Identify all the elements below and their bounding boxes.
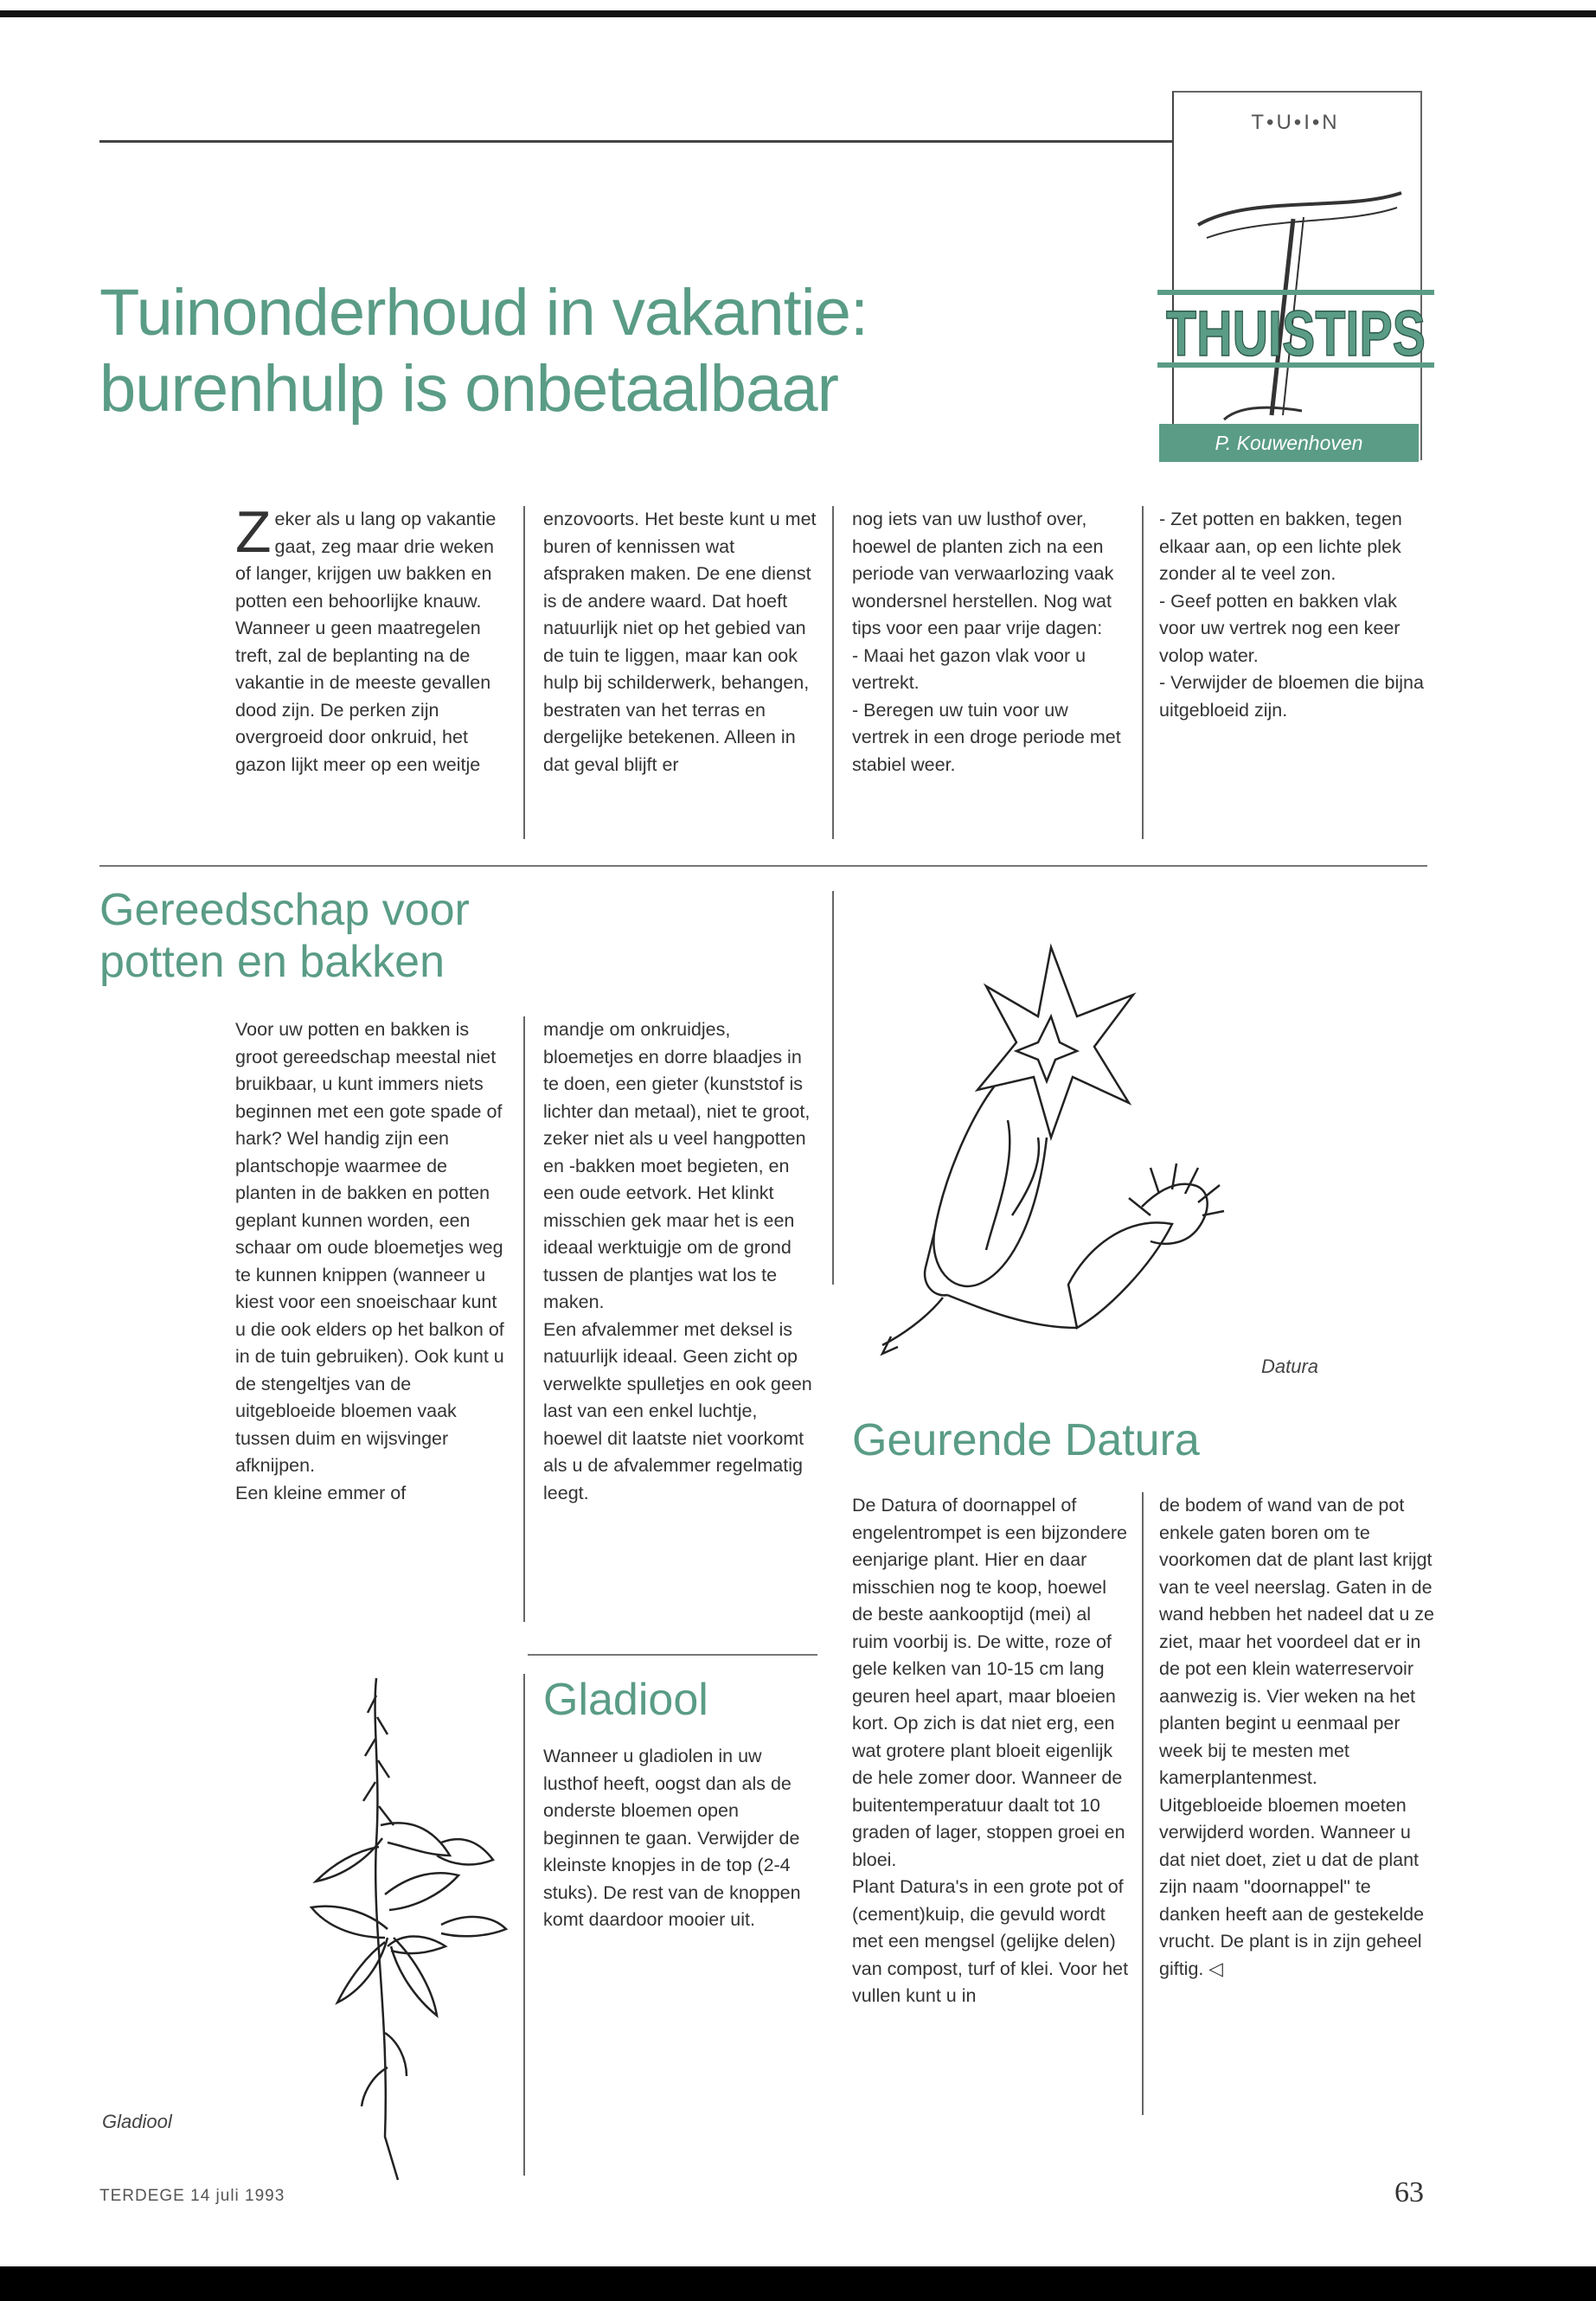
gladiool-text: Wanneer u gladiolen in uw lusthof heeft, oogst dan als de onderste bloemen open beginnen te gaan. Verwijder de kleinste knopjes in de top (2-4 stuks). De rest van de knoppen komt daardoor mooier uit. bbox=[543, 1746, 801, 1930]
column-divider bbox=[1142, 506, 1144, 839]
column-divider bbox=[523, 1674, 525, 2176]
drop-cap: Z bbox=[235, 499, 272, 565]
datura-text-1b: Plant Datura's in een grote pot of (cement)kuip, die gevuld wordt met een mengsel (gelijke delen) van compost, turf of klei. Voor het vullen kunt u in bbox=[852, 1876, 1129, 2006]
intro-column-3 bbox=[852, 506, 1129, 779]
datura-text-1a: De Datura of doornappel of engelentrompet is een bijzondere eenjarige plant. Hier en daar misschien nog te koop, hoewel de beste aankooptijd (mei) al ruim voorbij is. De witte, roze of gele kelken van 10-15 cm lang geuren heel apart, maar bloeien kort. Op zich is dat niet erg, een wat grotere plant bloeit eigenlijk de hele zomer door. Wanneer de buitentemperatuur daalt tot 10 graden of lager, stoppen groei en bloei. bbox=[852, 1495, 1127, 1870]
tip-water: - Beregen uw tuin voor uw vertrek in een droge periode met stabiel weer. bbox=[852, 699, 1121, 775]
gereedschap-text-2a: mandje om onkruidjes, bloemetjes en dorre blaadjes in te doen, een gieter (kunststof is lichter dan metaal), niet te groot, zeker niet als u veel hangpotten en -bakken moet begieten, en een oude eetvork. Het klinkt misschien gek maar het is een ideaal werktuigje om de grond tussen de plantjes wat los te maken. bbox=[543, 1019, 811, 1312]
column-divider bbox=[523, 1016, 525, 1622]
section-divider bbox=[99, 865, 1427, 867]
gladiool-rule bbox=[528, 1654, 817, 1656]
gereedschap-heading-line-1: Gereedschap voor bbox=[99, 885, 470, 935]
datura-illustration bbox=[865, 904, 1315, 1388]
bottom-border bbox=[0, 2266, 1596, 2301]
gereedschap-column-2 bbox=[543, 1016, 818, 1507]
gereedschap-text-1b: Een kleine emmer of bbox=[235, 1482, 407, 1503]
gladiool-illustration bbox=[285, 1670, 519, 2189]
datura-column-2 bbox=[1159, 1492, 1436, 1983]
thuistips-wordmark bbox=[1157, 290, 1434, 369]
tip-place: - Zet potten en bakken, tegen elkaar aan, op een lichte plek zonder al te veel zon. bbox=[1159, 509, 1402, 584]
intro-text-2: enzovoorts. Het beste kunt u met buren of kennissen wat afspraken maken. De ene dienst is de andere waard. Dat hoeft natuurlijk niet op het gebied van de tuin te liggen, maar kan ook hulp bij schilderwerk, behangen, bestraten van het terras en dergelijke betekenen. Alleen in dat geval blijft er bbox=[543, 509, 817, 775]
gladiool-caption: Gladiool bbox=[102, 2111, 172, 2132]
datura-text-2a: de bodem of wand van de pot enkele gaten boren om te voorkomen dat de plant last krijgt van te veel neerslag. Gaten in de wand hebben het nadeel dat u ze ziet, maar het voordeel dat er in de pot een klein waterreservoir aanwezig is. Vier weken na het planten begint u eenmaal per week bij te mesten met kamerplantenmest. bbox=[1159, 1495, 1434, 1788]
gereedschap-text-1: Voor uw potten en bakken is groot gereedschap meestal niet bruikbaar, u kunt immers niets beginnen met een gote spade of hark? Wel handig zijn een plantschopje waarmee de planten in de bakken en potten geplant kunnen worden, een schaar om oude bloemetjes weg te kunnen knippen (wanneer u kiest voor een snoeischaar kunt u die ook elders op het balkon of in de tuin gebruiken). Ook kunt u de stengeltjes van de uitgebloeide bloemen vaak tussen duim en wijsvinger afknijpen. bbox=[235, 1019, 504, 1476]
title-line-2: burenhulp is onbetaalbaar bbox=[99, 352, 838, 426]
article-title bbox=[99, 275, 1094, 427]
tip-mow: - Maai het gazon vlak voor u vertrekt. bbox=[852, 644, 1086, 693]
page-number: 63 bbox=[1394, 2176, 1424, 2208]
gladiool-column bbox=[543, 1743, 818, 1934]
author-badge: P. Kouwenhoven bbox=[1159, 424, 1419, 462]
datura-column-1 bbox=[852, 1492, 1129, 2010]
datura-caption: Datura bbox=[1261, 1356, 1319, 1377]
datura-text-2b bbox=[1159, 1792, 1436, 1984]
tip-soak: - Geef potten en bakken vlak voor uw vertrek nog een keer volop water. bbox=[1159, 590, 1401, 666]
gereedschap-heading-line-2: potten en bakken bbox=[99, 937, 445, 987]
gladiool-heading: Gladiool bbox=[543, 1675, 708, 1725]
column-divider bbox=[832, 506, 834, 839]
logo-tuin-label: T•U•I•N bbox=[1251, 111, 1340, 134]
intro-column-2 bbox=[543, 506, 818, 779]
intro-text-1: eker als u lang op vakantie gaat, zeg maar drie weken of langer, krijgen uw bakken en potten een behoorlijke knauw. Wanneer u geen maatregelen treft, zal de beplanting na de vakantie in de meeste gevallen dood zijn. De perken zijn overgroeid door onkruid, het gazon lijkt meer op een weitje bbox=[235, 509, 497, 775]
intro-text-3a: nog iets van uw lusthof over, hoewel de planten zich na een periode van verwaarlozing vaak wondersnel herstellen. Nog wat tips voor een paar vrije dagen: bbox=[852, 509, 1114, 638]
tip-deadhead: - Verwijder de bloemen die bijna uitgebloeid zijn. bbox=[1159, 672, 1424, 721]
end-mark-icon: ◁ bbox=[1208, 1958, 1223, 1979]
datura-text-2b-body: Uitgebloeide bloemen moeten verwijderd worden. Wanneer u dat niet doet, ziet u dat de plant zijn naam "doornappel" te danken heeft aan de gestekelde vrucht. De plant is in zijn geheel giftig. bbox=[1159, 1794, 1425, 1979]
gereedschap-text-2b: Een afvalemmer met deksel is natuurlijk ideaal. Geen zicht op verwelkte spulletjes en ook geen last van een enkel luchtje, hoewel dit laatste niet voorkomt als u de afvalemmer regelmatig leegt. bbox=[543, 1318, 812, 1503]
column-divider bbox=[523, 506, 525, 839]
title-rule bbox=[99, 140, 1176, 143]
title-line-1: Tuinonderhoud in vakantie: bbox=[99, 276, 869, 349]
gereedschap-column-1 bbox=[235, 1016, 512, 1507]
gereedschap-heading bbox=[99, 884, 653, 988]
column-divider bbox=[832, 891, 834, 1285]
column-divider bbox=[1142, 1492, 1144, 2115]
intro-column-1 bbox=[235, 499, 510, 779]
top-border bbox=[0, 10, 1596, 17]
intro-column-4 bbox=[1159, 506, 1436, 724]
logo-wordmark: THUISTIPS bbox=[1166, 298, 1426, 369]
publication-footer: TERDEGE 14 juli 1993 bbox=[99, 2187, 285, 2205]
datura-heading: Geurende Datura bbox=[852, 1415, 1200, 1465]
